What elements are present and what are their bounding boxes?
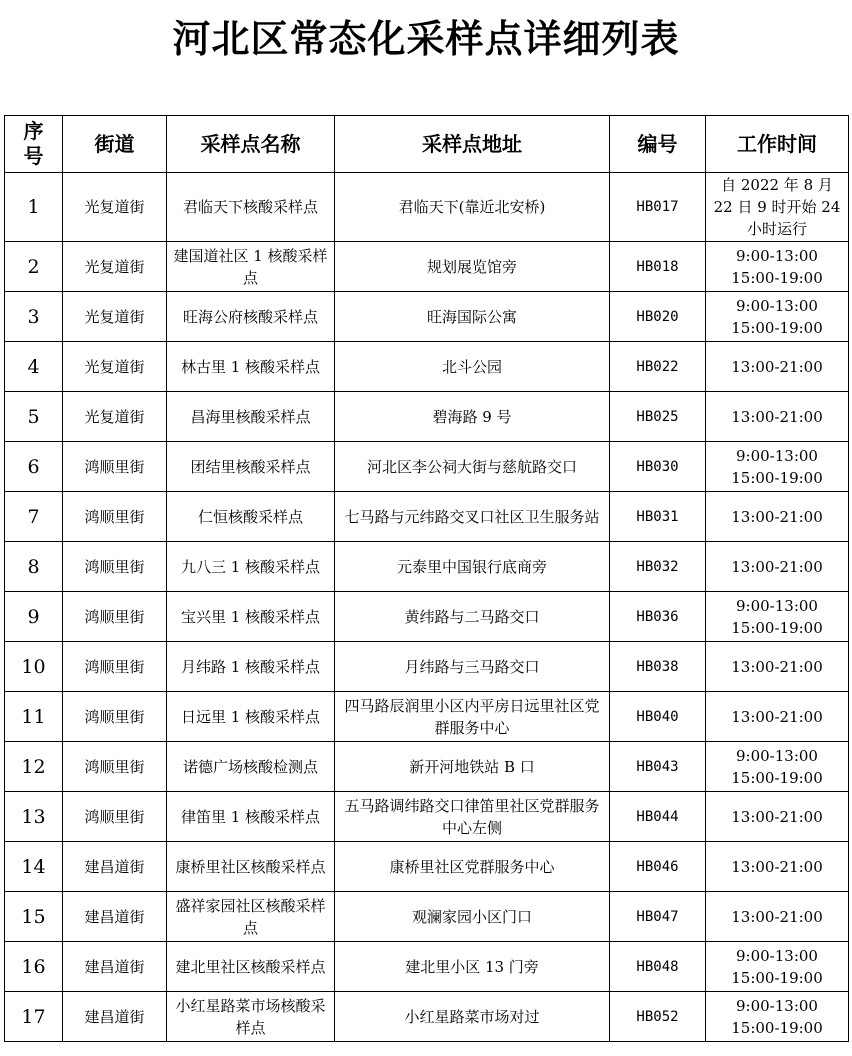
- cell-no: 4: [5, 342, 63, 392]
- cell-street: 建昌道街: [63, 942, 167, 992]
- cell-hours: 9:00-13:00 15:00-19:00: [706, 242, 849, 292]
- cell-hours: 9:00-13:00 15:00-19:00: [706, 442, 849, 492]
- cell-hours: 9:00-13:00 15:00-19:00: [706, 592, 849, 642]
- table-body: [5, 173, 849, 1042]
- table-row: [5, 392, 849, 442]
- cell-hours: 13:00-21:00: [706, 842, 849, 892]
- cell-hours: 13:00-21:00: [706, 392, 849, 442]
- cell-name: 宝兴里 1 核酸采样点: [167, 592, 335, 642]
- cell-address: 七马路与元纬路交叉口社区卫生服务站: [335, 492, 610, 542]
- cell-code: HB038: [610, 642, 706, 692]
- cell-no: 17: [5, 992, 63, 1042]
- cell-no: 13: [5, 792, 63, 842]
- cell-hours: 13:00-21:00: [706, 792, 849, 842]
- cell-street: 建昌道街: [63, 892, 167, 942]
- cell-street: 鸿顺里街: [63, 792, 167, 842]
- cell-street: 建昌道街: [63, 842, 167, 892]
- cell-code: HB048: [610, 942, 706, 992]
- cell-name: 旺海公府核酸采样点: [167, 292, 335, 342]
- table-row: [5, 292, 849, 342]
- header-code: 编号: [610, 116, 706, 173]
- table-row: [5, 342, 849, 392]
- cell-address: 五马路调纬路交口律笛里社区党群服务中心左侧: [335, 792, 610, 842]
- cell-name: 仁恒核酸采样点: [167, 492, 335, 542]
- table-row: [5, 642, 849, 692]
- cell-name: 月纬路 1 核酸采样点: [167, 642, 335, 692]
- cell-name: 建国道社区 1 核酸采样点: [167, 242, 335, 292]
- cell-no: 12: [5, 742, 63, 792]
- table-row: [5, 592, 849, 642]
- cell-street: 鸿顺里街: [63, 492, 167, 542]
- cell-hours: 9:00-13:00 15:00-19:00: [706, 292, 849, 342]
- header-street: 街道: [63, 116, 167, 173]
- cell-no: 10: [5, 642, 63, 692]
- cell-street: 鸿顺里街: [63, 692, 167, 742]
- cell-street: 光复道街: [63, 242, 167, 292]
- cell-code: HB047: [610, 892, 706, 942]
- cell-address: 君临天下(靠近北安桥): [335, 173, 610, 242]
- cell-code: HB025: [610, 392, 706, 442]
- cell-address: 黄纬路与二马路交口: [335, 592, 610, 642]
- cell-address: 新开河地铁站 B 口: [335, 742, 610, 792]
- cell-street: 鸿顺里街: [63, 642, 167, 692]
- cell-street: 建昌道街: [63, 992, 167, 1042]
- cell-no: 3: [5, 292, 63, 342]
- table-row: [5, 742, 849, 792]
- cell-no: 8: [5, 542, 63, 592]
- cell-name: 林古里 1 核酸采样点: [167, 342, 335, 392]
- cell-no: 1: [5, 173, 63, 242]
- cell-no: 5: [5, 392, 63, 442]
- cell-hours: 13:00-21:00: [706, 692, 849, 742]
- cell-name: 律笛里 1 核酸采样点: [167, 792, 335, 842]
- cell-code: HB036: [610, 592, 706, 642]
- cell-code: HB032: [610, 542, 706, 592]
- cell-hours: 13:00-21:00: [706, 542, 849, 592]
- cell-code: HB052: [610, 992, 706, 1042]
- cell-code: HB017: [610, 173, 706, 242]
- table-row: [5, 692, 849, 742]
- cell-no: 15: [5, 892, 63, 942]
- cell-name: 盛祥家园社区核酸采样点: [167, 892, 335, 942]
- cell-address: 规划展览馆旁: [335, 242, 610, 292]
- cell-street: 光复道街: [63, 173, 167, 242]
- cell-hours: 13:00-21:00: [706, 642, 849, 692]
- cell-address: 河北区李公祠大街与慈航路交口: [335, 442, 610, 492]
- cell-name: 诺德广场核酸检测点: [167, 742, 335, 792]
- cell-address: 月纬路与三马路交口: [335, 642, 610, 692]
- cell-address: 建北里小区 13 门旁: [335, 942, 610, 992]
- cell-name: 日远里 1 核酸采样点: [167, 692, 335, 742]
- cell-address: 小红星路菜市场对过: [335, 992, 610, 1042]
- cell-street: 光复道街: [63, 292, 167, 342]
- cell-hours: 9:00-13:00 15:00-19:00: [706, 742, 849, 792]
- cell-name: 康桥里社区核酸采样点: [167, 842, 335, 892]
- cell-no: 2: [5, 242, 63, 292]
- cell-code: HB022: [610, 342, 706, 392]
- cell-code: HB044: [610, 792, 706, 842]
- cell-code: HB020: [610, 292, 706, 342]
- cell-hours: 13:00-21:00: [706, 892, 849, 942]
- cell-name: 九八三 1 核酸采样点: [167, 542, 335, 592]
- cell-code: HB043: [610, 742, 706, 792]
- cell-no: 7: [5, 492, 63, 542]
- cell-street: 光复道街: [63, 342, 167, 392]
- table-row: [5, 173, 849, 242]
- sampling-points-table: [4, 115, 849, 1042]
- cell-street: 鸿顺里街: [63, 742, 167, 792]
- cell-no: 14: [5, 842, 63, 892]
- cell-hours: 9:00-13:00 15:00-19:00: [706, 992, 849, 1042]
- cell-code: HB031: [610, 492, 706, 542]
- page-title: 河北区常态化采样点详细列表: [172, 17, 680, 61]
- header-address: 采样点地址: [335, 116, 610, 173]
- table-row: [5, 792, 849, 842]
- table-row: [5, 892, 849, 942]
- cell-hours: 13:00-21:00: [706, 492, 849, 542]
- header-row: [5, 116, 849, 173]
- cell-hours: 13:00-21:00: [706, 342, 849, 392]
- table-row: [5, 542, 849, 592]
- cell-name: 团结里核酸采样点: [167, 442, 335, 492]
- cell-address: 北斗公园: [335, 342, 610, 392]
- cell-name: 建北里社区核酸采样点: [167, 942, 335, 992]
- table-row: [5, 842, 849, 892]
- table-row: [5, 242, 849, 292]
- cell-name: 君临天下核酸采样点: [167, 173, 335, 242]
- cell-street: 鸿顺里街: [63, 442, 167, 492]
- header-name: 采样点名称: [167, 116, 335, 173]
- cell-address: 碧海路 9 号: [335, 392, 610, 442]
- table-row: [5, 942, 849, 992]
- cell-no: 6: [5, 442, 63, 492]
- cell-hours: 9:00-13:00 15:00-19:00: [706, 942, 849, 992]
- cell-name: 昌海里核酸采样点: [167, 392, 335, 442]
- cell-code: HB030: [610, 442, 706, 492]
- cell-address: 康桥里社区党群服务中心: [335, 842, 610, 892]
- table-row: [5, 492, 849, 542]
- cell-no: 9: [5, 592, 63, 642]
- cell-address: 元泰里中国银行底商旁: [335, 542, 610, 592]
- cell-code: HB040: [610, 692, 706, 742]
- cell-name: 小红星路菜市场核酸采样点: [167, 992, 335, 1042]
- cell-no: 16: [5, 942, 63, 992]
- cell-address: 旺海国际公寓: [335, 292, 610, 342]
- cell-address: 四马路辰润里小区内平房日远里社区党群服务中心: [335, 692, 610, 742]
- table-row: [5, 442, 849, 492]
- cell-street: 鸿顺里街: [63, 592, 167, 642]
- cell-hours: 自 2022 年 8 月 22 日 9 时开始 24 小时运行: [706, 173, 849, 242]
- header-hours: 工作时间: [706, 116, 849, 173]
- cell-street: 光复道街: [63, 392, 167, 442]
- cell-street: 鸿顺里街: [63, 542, 167, 592]
- table-row: [5, 992, 849, 1042]
- cell-address: 观澜家园小区门口: [335, 892, 610, 942]
- header-no: 序 号: [5, 116, 63, 173]
- cell-code: HB046: [610, 842, 706, 892]
- cell-code: HB018: [610, 242, 706, 292]
- cell-no: 11: [5, 692, 63, 742]
